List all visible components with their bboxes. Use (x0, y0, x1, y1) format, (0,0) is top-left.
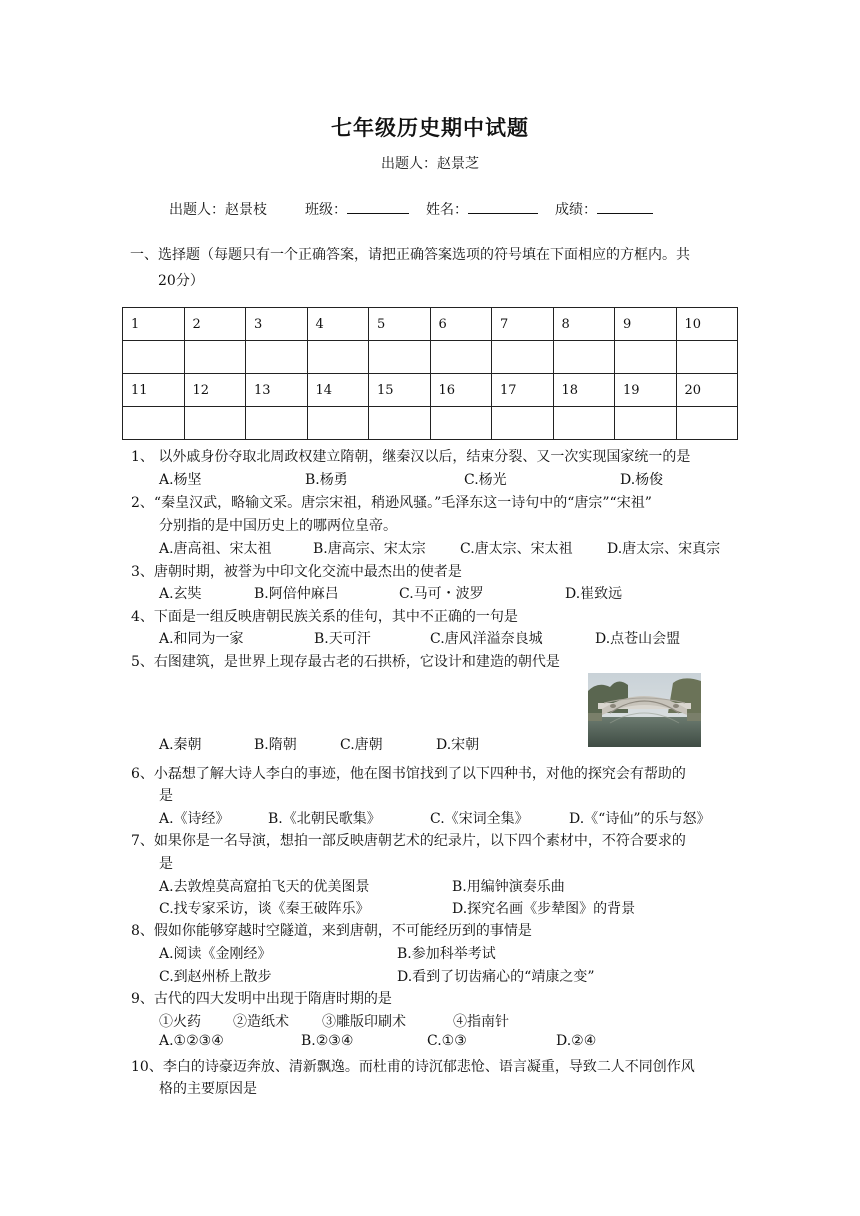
answer-number: 12 (184, 374, 246, 407)
q2-stem-line1: 2、“秦皇汉武，略输文采。唐宗宋祖，稍逊风骚。”毛泽东这一诗句中的“唐宗”“宋祖” (131, 495, 652, 511)
q7-option-a[interactable]: A.去敦煌莫高窟拍飞天的优美图景 (159, 879, 370, 895)
answer-number: 7 (492, 308, 554, 341)
answer-blank-row (123, 341, 738, 374)
answer-cell[interactable] (615, 407, 677, 440)
q5-option-d[interactable]: D.宋朝 (436, 737, 480, 753)
q10-stem-line1: 10、李白的诗豪迈奔放、清新飘逸。而杜甫的诗沉郁悲怆、语言凝重，导致二人不同创作风 (131, 1059, 695, 1075)
answer-number: 6 (430, 308, 492, 341)
answer-cell[interactable] (676, 341, 738, 374)
answer-number: 8 (553, 308, 615, 341)
q7-stem-line1: 7、如果你是一名导演，想拍一部反映唐朝艺术的纪录片，以下四个素材中，不符合要求的 (131, 833, 686, 849)
answer-number: 18 (553, 374, 615, 407)
section-heading (130, 242, 736, 294)
q1-stem: 1、 以外戚身份夺取北周政权建立隋朝，继秦汉以后，结束分裂、又一次实现国家统一的是 (131, 449, 691, 465)
score-field (555, 199, 653, 219)
answer-cell[interactable] (676, 407, 738, 440)
q1-option-a[interactable]: A.杨坚 (159, 472, 202, 488)
answer-number: 13 (246, 374, 308, 407)
q7-stem-line2: 是 (159, 856, 173, 872)
answer-cell[interactable] (492, 341, 554, 374)
q3-option-a[interactable]: A.玄奘 (159, 586, 202, 602)
answer-number: 3 (246, 308, 308, 341)
q1-option-d[interactable]: D.杨俊 (620, 472, 664, 488)
q2-stem-line2: 分别指的是中国历史上的哪两位皇帝。 (159, 518, 397, 534)
q6-option-d[interactable]: D.《“诗仙”的乐与怒》 (569, 811, 711, 827)
answer-cell[interactable] (430, 341, 492, 374)
q8-option-c[interactable]: C.到赵州桥上散步 (159, 969, 272, 985)
q3-stem: 3、唐朝时期，被誉为中印文化交流中最杰出的使者是 (131, 564, 462, 580)
q6-option-a[interactable]: A.《诗经》 (159, 811, 230, 827)
q9-stem: 9、古代的四大发明中出现于隋唐时期的是 (131, 991, 392, 1007)
answer-number: 19 (615, 374, 677, 407)
q8-option-d[interactable]: D.看到了切齿痛心的“靖康之变” (397, 969, 595, 985)
answer-number: 1 (123, 308, 185, 341)
class-field (305, 199, 409, 219)
q4-option-d[interactable]: D.点苍山会盟 (595, 631, 681, 647)
q6-option-b[interactable]: B.《北朝民歌集》 (268, 811, 381, 827)
answer-number: 4 (307, 308, 369, 341)
q6-stem-line2: 是 (159, 788, 173, 804)
answer-number: 9 (615, 308, 677, 341)
answer-number: 20 (676, 374, 738, 407)
answer-number-row (123, 374, 738, 407)
q1-option-c[interactable]: C.杨光 (464, 472, 507, 488)
answer-cell[interactable] (246, 341, 308, 374)
score-blank[interactable] (597, 199, 653, 214)
q5-option-b[interactable]: B.隋朝 (254, 737, 297, 753)
q2-option-b[interactable]: B.唐高宗、宋太宗 (313, 541, 426, 557)
q9-item-3: ③雕版印刷术 (322, 1014, 406, 1030)
section-heading-line1: 一、选择题（每题只有一个正确答案，请把正确答案选项的符号填在下面相应的方框内。共 (130, 247, 690, 263)
q7-option-b[interactable]: B.用编钟演奏乐曲 (452, 879, 565, 895)
answer-number: 11 (123, 374, 185, 407)
q2-option-d[interactable]: D.唐太宗、宋真宗 (607, 541, 721, 557)
q2-option-a[interactable]: A.唐高祖、宋太祖 (159, 541, 272, 557)
answer-number: 15 (369, 374, 431, 407)
answer-number: 2 (184, 308, 246, 341)
answer-number: 10 (676, 308, 738, 341)
q1-option-b[interactable]: B.杨勇 (305, 472, 348, 488)
answer-number: 17 (492, 374, 554, 407)
q3-option-d[interactable]: D.崔致远 (565, 586, 623, 602)
q9-item-1: ①火药 (159, 1014, 201, 1030)
name-label: 姓名： (426, 202, 468, 218)
answer-cell[interactable] (553, 341, 615, 374)
answer-blank-row (123, 407, 738, 440)
answer-cell[interactable] (430, 407, 492, 440)
page-subtitle: 出题人：赵景芝 (381, 156, 479, 172)
q8-option-a[interactable]: A.阅读《金刚经》 (159, 946, 272, 962)
answer-table (122, 307, 738, 440)
q8-stem: 8、假如你能够穿越时空隧道，来到唐朝，不可能经历到的事情是 (131, 923, 532, 939)
q2-option-c[interactable]: C.唐太宗、宋太祖 (460, 541, 573, 557)
answer-cell[interactable] (369, 341, 431, 374)
q3-option-b[interactable]: B.阿倍仲麻吕 (254, 586, 339, 602)
answer-number-row (123, 308, 738, 341)
q5-stem: 5、右图建筑，是世界上现存最古老的石拱桥，它设计和建造的朝代是 (131, 654, 560, 670)
answer-cell[interactable] (615, 341, 677, 374)
section-heading-line2: 20分） (158, 273, 204, 289)
q4-option-c[interactable]: C.唐风洋溢奈良城 (430, 631, 543, 647)
q5-option-c[interactable]: C.唐朝 (340, 737, 383, 753)
class-label: 班级： (305, 202, 347, 218)
q4-option-b[interactable]: B.天可汗 (314, 631, 371, 647)
q7-option-d[interactable]: D.探究名画《步辇图》的背景 (452, 901, 636, 917)
answer-cell[interactable] (307, 407, 369, 440)
q9-option-a[interactable]: A.①②③④ (159, 1033, 224, 1049)
answer-cell[interactable] (492, 407, 554, 440)
answer-cell[interactable] (184, 407, 246, 440)
q9-option-b[interactable]: B.②③④ (301, 1033, 354, 1049)
answer-cell[interactable] (123, 341, 185, 374)
score-label: 成绩： (555, 202, 597, 218)
q9-option-c[interactable]: C.①③ (427, 1033, 467, 1049)
answer-cell[interactable] (123, 407, 185, 440)
author-label: 出题人：赵景枝 (169, 202, 267, 218)
answer-number: 14 (307, 374, 369, 407)
answer-number: 16 (430, 374, 492, 407)
q5-option-a[interactable]: A.秦朝 (159, 737, 202, 753)
q8-option-b[interactable]: B.参加科举考试 (397, 946, 496, 962)
q6-stem-line1: 6、小磊想了解大诗人李白的事迹，他在图书馆找到了以下四种书，对他的探究会有帮助的 (131, 766, 686, 782)
name-blank[interactable] (468, 199, 538, 214)
q9-item-4: ④指南针 (453, 1014, 509, 1030)
answer-cell[interactable] (246, 407, 308, 440)
q3-option-c[interactable]: C.马可・波罗 (399, 586, 484, 602)
q4-option-a[interactable]: A.和同为一家 (159, 631, 244, 647)
page-title: 七年级历史期中试题 (331, 115, 529, 140)
answer-number: 5 (369, 308, 431, 341)
q6-option-c[interactable]: C.《宋词全集》 (430, 811, 529, 827)
class-blank[interactable] (347, 199, 409, 214)
name-field (426, 199, 538, 219)
zhaozhou-bridge-photo (588, 673, 701, 747)
q7-option-c[interactable]: C.找专家采访，谈《秦王破阵乐》 (159, 901, 370, 917)
q9-item-2: ②造纸术 (233, 1014, 289, 1030)
answer-cell[interactable] (553, 407, 615, 440)
q9-option-d[interactable]: D.②④ (556, 1033, 597, 1049)
q10-stem-line2: 格的主要原因是 (159, 1081, 257, 1097)
q4-stem: 4、下面是一组反映唐朝民族关系的佳句，其中不正确的一句是 (131, 609, 518, 625)
answer-cell[interactable] (184, 341, 246, 374)
answer-cell[interactable] (369, 407, 431, 440)
answer-cell[interactable] (307, 341, 369, 374)
